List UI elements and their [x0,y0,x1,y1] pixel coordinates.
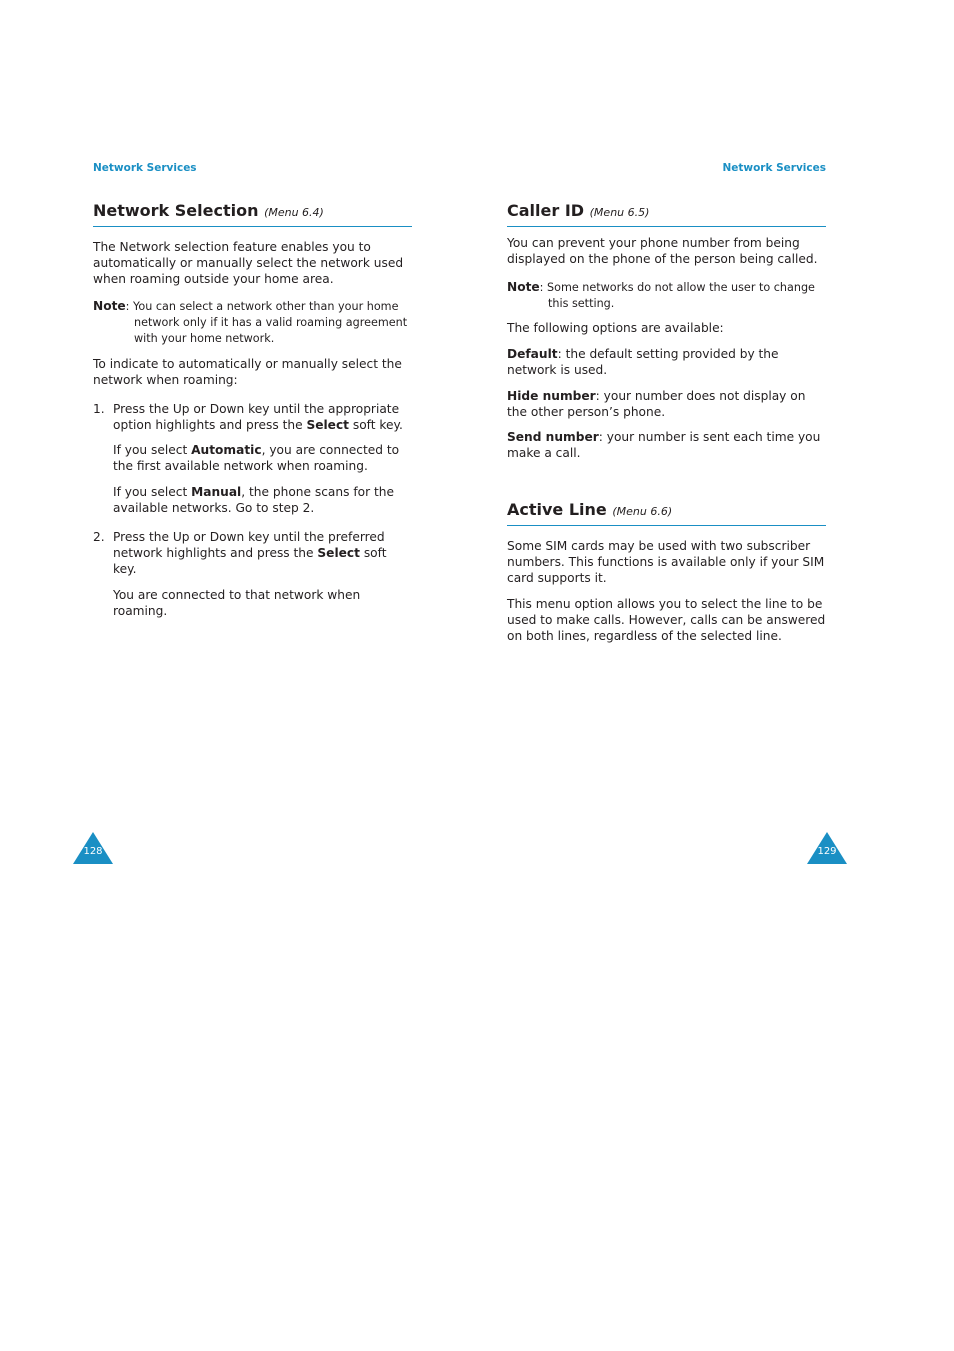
caller-id-intro: You can prevent your phone number from being displayed on the phone of the person being called. [507,236,818,266]
page-number-right-text: 129 [817,846,837,857]
step-1-automatic [93,442,412,474]
network-selection-menu-ref: (Menu 6.4) [264,206,324,219]
caller-id-heading-block [507,201,826,227]
caller-id-note [507,279,826,312]
step-2-number: 2. [93,530,105,544]
caller-id-heading [507,201,826,227]
page-number-left [73,832,113,864]
network-selection-intro: The Network selection feature enables you to automatically or manually select the network used when roaming outside your home area. [93,240,404,286]
page-number-right [807,832,847,864]
running-head-left: Network Services [93,162,197,174]
step-1-manual [93,484,412,516]
note-label: Note [507,280,540,294]
caller-id-options-intro: The following options are available: [507,321,724,335]
network-selection-title: Network Selection [93,201,259,220]
note-text-first: : Some networks do not allow the user to change [539,281,815,294]
step-2 [93,529,412,577]
step-1-automatic-text: If you select Automatic, you are connected to the first available network when roaming. [113,443,400,473]
note-text-rest: this setting. [548,297,615,310]
network-selection-heading [93,201,412,227]
note-text-rest: network only if it has a valid roaming agreement with your home network. [134,316,408,345]
network-selection-heading-block [93,201,412,227]
active-line-heading [507,500,826,526]
step-2-text: Press the Up or Down key until the preferred network highlights and press the Select soft key. [113,530,387,576]
active-line-menu-ref: (Menu 6.6) [612,505,673,518]
network-selection-note [93,298,412,347]
note-text-first: : You can select a network other than your home [125,300,399,313]
caller-id-title: Caller ID [507,201,585,220]
caller-id-menu-ref: (Menu 6.5) [589,206,650,219]
step-1-text: Press the Up or Down key until the appropriate option highlights and press the Select soft key. [113,402,403,432]
note-label: Note [93,299,126,313]
option-hide-number: Hide number: your number does not display on the other person’s phone. [507,389,806,419]
active-line-title: Active Line [507,500,607,519]
active-line-para-1: Some SIM cards may be used with two subscriber numbers. This functions is available only if your SIM card supports it. [507,539,825,585]
option-default: Default: the default setting provided by the network is used. [507,347,779,377]
page-number-left-text: 128 [83,846,103,857]
step-1-manual-text: If you select Manual, the phone scans for the available networks. Go to step 2. [113,485,394,515]
option-send-number: Send number: your number is sent each time you make a call. [507,430,821,460]
step-1-number: 1. [93,402,105,416]
active-line-para-2: This menu option allows you to select the line to be used to make calls. However, calls can be answered on both lines, regardless of the selected line. [507,597,826,643]
active-line-heading-block [507,500,826,526]
network-selection-instruction: To indicate to automatically or manually select the network when roaming: [93,357,402,387]
step-2-result-text: You are connected to that network when roaming. [113,588,361,618]
step-2-result [93,587,412,619]
step-1 [93,401,412,433]
running-head-right: Network Services [722,162,826,174]
